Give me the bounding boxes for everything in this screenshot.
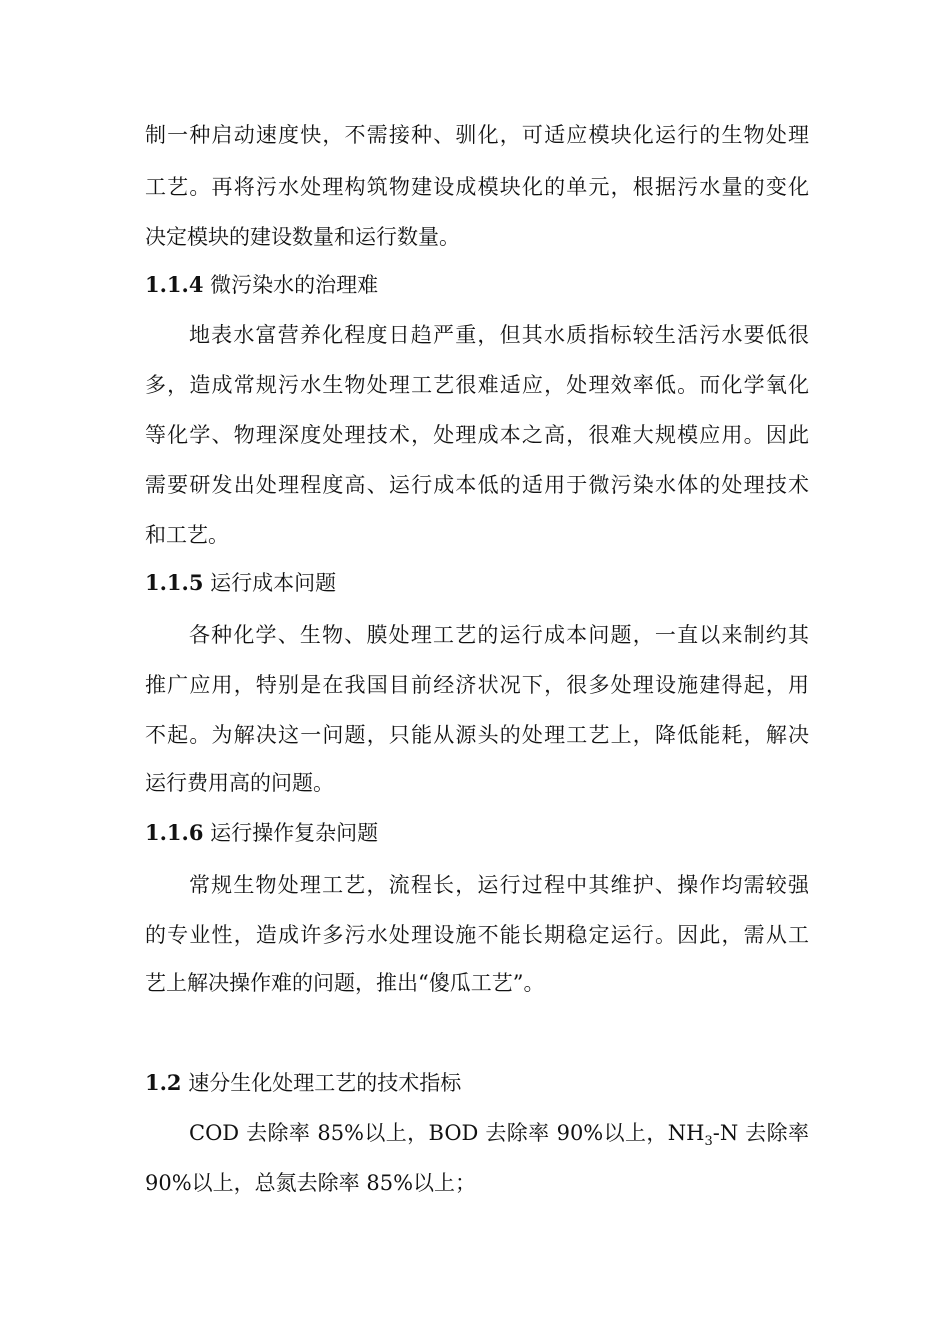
paragraph-line-indicators: [189, 1118, 809, 1148]
paragraph-line: 制一种启动速度快，不需接种、驯化，可适应模块化运行的生物处理: [145, 123, 809, 147]
section-heading-1-1-6: [145, 818, 809, 848]
paragraph-line: 90%以上，总氮去除率 85%以上；: [145, 1171, 477, 1195]
paragraph-line: 艺上解决操作难的问题，推出“傻瓜工艺”。: [145, 971, 545, 995]
indicator-text-a: COD 去除率 85%以上，BOD 去除率 90%以上，NH: [189, 1121, 705, 1145]
subscript-3: 3: [704, 1134, 713, 1149]
section-number: 1.1.5: [145, 570, 204, 595]
section-number: 1.2: [145, 1070, 182, 1095]
paragraph-line: 工艺。再将污水处理构筑物建设成模块化的单元，根据污水量的变化: [145, 175, 809, 199]
section-heading-1-1-4: [145, 270, 809, 300]
section-title: 运行操作复杂问题: [210, 821, 379, 845]
section-heading-1-2: [145, 1068, 809, 1098]
paragraph-line: 和工艺。: [145, 523, 229, 547]
paragraph-line: 运行费用高的问题。: [145, 771, 334, 795]
paragraph-line: 各种化学、生物、膜处理工艺的运行成本问题，一直以来制约其: [189, 623, 809, 647]
section-number: 1.1.4: [145, 272, 204, 297]
paragraph-line: 推广应用，特别是在我国目前经济状况下，很多处理设施建得起，用: [145, 673, 809, 697]
paragraph-line: 常规生物处理工艺，流程长，运行过程中其维护、操作均需较强: [189, 873, 809, 897]
indicator-text-b: -N 去除率: [712, 1121, 809, 1145]
paragraph-line: 多，造成常规污水生物处理工艺很难适应，处理效率低。而化学氧化: [145, 373, 809, 397]
paragraph-line: 等化学、物理深度处理技术，处理成本之高，很难大规模应用。因此: [145, 423, 809, 447]
paragraph-line: 地表水富营养化程度日趋严重，但其水质指标较生活污水要低很: [189, 323, 809, 347]
section-heading-1-1-5: [145, 568, 809, 598]
paragraph-line: 不起。为解决这一问题，只能从源头的处理工艺上，降低能耗，解决: [145, 723, 809, 747]
section-title: 运行成本问题: [210, 571, 337, 595]
paragraph-line: 决定模块的建设数量和运行数量。: [145, 225, 460, 249]
section-title: 速分生化处理工艺的技术指标: [188, 1071, 462, 1095]
paragraph-line: 的专业性，造成许多污水处理设施不能长期稳定运行。因此，需从工: [145, 923, 809, 947]
section-number: 1.1.6: [145, 820, 204, 845]
section-title: 微污染水的治理难: [210, 273, 379, 297]
paragraph-line: 需要研发出处理程度高、运行成本低的适用于微污染水体的处理技术: [145, 473, 809, 497]
